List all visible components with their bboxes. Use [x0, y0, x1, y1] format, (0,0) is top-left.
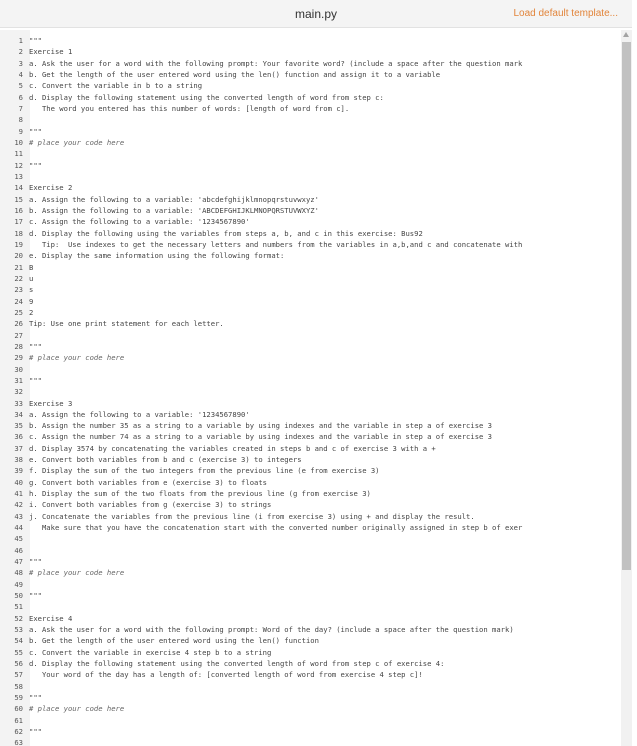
line-number: 39: [14, 466, 23, 476]
line-number: 20: [14, 251, 23, 261]
line-number: 26: [14, 319, 23, 329]
code-line: [0, 205, 616, 216]
code-line: [0, 567, 616, 578]
line-number: 18: [14, 228, 23, 238]
line-text: a. Assign the following to a variable: 'abcdefghijklmnopqrstuvwxyz': [29, 194, 319, 204]
line-number: 4: [18, 69, 23, 79]
code-line: [0, 692, 616, 703]
code-line: [0, 669, 616, 680]
line-number: 59: [14, 693, 23, 703]
line-number: 50: [14, 591, 23, 601]
line-text: Tip: Use indexes to get the necessary letters and numbers from the variables in a,b,and c and concatenate with: [29, 239, 523, 249]
line-number: 61: [14, 715, 23, 725]
line-text: """: [29, 341, 42, 351]
line-number: 12: [14, 160, 23, 170]
line-number: 24: [14, 296, 23, 306]
line-number: 17: [14, 217, 23, 227]
load-default-template-link[interactable]: Load default template...: [513, 8, 618, 19]
code-line: [0, 454, 616, 465]
code-line: [0, 262, 616, 273]
line-text: # place your code here: [29, 137, 125, 147]
line-number: 58: [14, 681, 23, 691]
line-number: 60: [14, 704, 23, 714]
code-line: [0, 613, 616, 624]
code-line: [0, 364, 616, 375]
line-number: 41: [14, 489, 23, 499]
scroll-up-arrow-icon[interactable]: [623, 32, 629, 37]
code-line: [0, 273, 616, 284]
code-line: [0, 80, 616, 91]
code-line: [0, 103, 616, 114]
code-line: [0, 216, 616, 227]
line-number: 9: [18, 126, 23, 136]
line-text: """: [29, 693, 42, 703]
code-line: [0, 533, 616, 544]
code-line: [0, 92, 616, 103]
line-number: 29: [14, 353, 23, 363]
code-line: [0, 726, 616, 737]
code-line: [0, 126, 616, 137]
line-number: 56: [14, 659, 23, 669]
line-text: c. Assign the number 74 as a string to a variable by using indexes and the variable in step a of exercise 3: [29, 432, 493, 442]
scrollbar-thumb[interactable]: [622, 42, 631, 570]
code-line: [0, 114, 616, 125]
line-text: """: [29, 591, 42, 601]
line-number: 54: [14, 636, 23, 646]
code-line: [0, 511, 616, 522]
code-editor[interactable]: [0, 30, 616, 746]
code-line: [0, 171, 616, 182]
line-text: g. Convert both variables from e (exercise 3) to floats: [29, 477, 267, 487]
line-text: The word you entered has this number of words: [length of word from c].: [29, 103, 350, 113]
line-number: 1: [18, 36, 23, 45]
code-line: [0, 341, 616, 352]
line-text: d. Display the following statement using the converted length of word from step c of exercise 4:: [29, 659, 445, 669]
code-line: [0, 352, 616, 363]
line-text: Exercise 4: [29, 613, 73, 623]
code-line: [0, 182, 616, 193]
code-line: [0, 703, 616, 714]
code-line: [0, 284, 616, 295]
code-line: [0, 296, 616, 307]
code-line: [0, 658, 616, 669]
line-text: Exercise 2: [29, 183, 73, 193]
code-line: [0, 375, 616, 386]
line-number: 28: [14, 341, 23, 351]
code-line: [0, 148, 616, 159]
line-number: 27: [14, 330, 23, 340]
line-number: 30: [14, 364, 23, 374]
code-line: [0, 420, 616, 431]
line-number: 52: [14, 613, 23, 623]
code-line: [0, 488, 616, 499]
code-line: [0, 386, 616, 397]
code-line: [0, 307, 616, 318]
line-number: 19: [14, 239, 23, 249]
line-number: 8: [18, 115, 23, 125]
line-text: 2: [29, 307, 34, 317]
code-line: [0, 545, 616, 556]
code-line: [0, 522, 616, 533]
code-line: [0, 250, 616, 261]
line-text: # place your code here: [29, 704, 125, 714]
code-lines: [0, 35, 616, 746]
line-text: c. Assign the following to a variable: '1234567890': [29, 217, 250, 227]
line-text: # place your code here: [29, 353, 125, 363]
line-number: 63: [14, 738, 23, 746]
line-number: 6: [18, 92, 23, 102]
line-text: b. Get the length of the user entered word using the len() function: [29, 636, 319, 646]
line-text: """: [29, 375, 42, 385]
line-number: 32: [14, 387, 23, 397]
line-text: u: [29, 273, 34, 283]
code-line: [0, 409, 616, 420]
line-text: h. Display the sum of the two floats from the previous line (g from exercise 3): [29, 489, 371, 499]
line-number: 23: [14, 285, 23, 295]
code-line: [0, 635, 616, 646]
line-number: 22: [14, 273, 23, 283]
line-text: """: [29, 727, 42, 737]
line-number: 2: [18, 47, 23, 57]
line-number: 13: [14, 171, 23, 181]
code-line: [0, 431, 616, 442]
line-number: 7: [18, 103, 23, 113]
line-text: d. Display 3574 by concatenating the variables created in steps b and c of exercise 3 with a +: [29, 443, 436, 453]
line-text: e. Display the same information using the following format:: [29, 251, 285, 261]
line-text: b. Assign the number 35 as a string to a variable by using indexes and the variable in step a of exercise 3: [29, 421, 493, 431]
code-line: [0, 681, 616, 692]
line-number: 47: [14, 557, 23, 567]
code-line: [0, 465, 616, 476]
code-line: [0, 35, 616, 46]
code-line: [0, 239, 616, 250]
line-text: """: [29, 160, 42, 170]
code-line: [0, 228, 616, 239]
line-text: # place your code here: [29, 568, 125, 578]
line-text: 9: [29, 296, 34, 306]
line-number: 40: [14, 477, 23, 487]
line-text: """: [29, 126, 42, 136]
line-number: 15: [14, 194, 23, 204]
code-line: [0, 318, 616, 329]
line-number: 55: [14, 647, 23, 657]
line-number: 14: [14, 183, 23, 193]
line-text: """: [29, 36, 42, 45]
code-line: [0, 579, 616, 590]
code-line: [0, 137, 616, 148]
line-text: a. Ask the user for a word with the following prompt: Your favorite word? (include a space after the question mark: [29, 58, 523, 68]
line-text: b. Get the length of the user entered word using the len() function and assign it to a variable: [29, 69, 441, 79]
code-line: [0, 443, 616, 454]
line-text: Tip: Use one print statement for each letter.: [29, 319, 224, 329]
line-text: j. Concatenate the variables from the previous line (i from exercise 3) using + and display the result.: [29, 511, 475, 521]
line-number: 49: [14, 579, 23, 589]
code-line: [0, 69, 616, 80]
line-text: Make sure that you have the concatenation start with the converted number originally assigned in step b of exer: [29, 523, 523, 533]
line-text: a. Ask the user for a word with the following prompt: Word of the day? (include a space after the question mark): [29, 625, 514, 635]
line-number: 11: [14, 149, 23, 159]
line-text: a. Assign the following to a variable: '1234567890': [29, 409, 250, 419]
editor-header: [0, 0, 632, 28]
line-number: 37: [14, 443, 23, 453]
line-text: B: [29, 262, 34, 272]
code-line: [0, 499, 616, 510]
line-text: c. Convert the variable in exercise 4 step b to a string: [29, 647, 272, 657]
line-text: c. Convert the variable in b to a string: [29, 81, 203, 91]
line-number: 57: [14, 670, 23, 680]
line-number: 42: [14, 500, 23, 510]
line-number: 35: [14, 421, 23, 431]
line-text: d. Display the following using the variables from steps a, b, and c in this exercise: Bus92: [29, 228, 423, 238]
line-number: 36: [14, 432, 23, 442]
line-text: b. Assign the following to a variable: 'ABCDEFGHIJKLMNOPQRSTUVWXYZ': [29, 205, 319, 215]
line-number: 43: [14, 511, 23, 521]
line-number: 53: [14, 625, 23, 635]
code-line: [0, 737, 616, 746]
line-number: 25: [14, 307, 23, 317]
code-line: [0, 160, 616, 171]
line-number: 45: [14, 534, 23, 544]
line-text: """: [29, 557, 42, 567]
code-line: [0, 647, 616, 658]
code-line: [0, 624, 616, 635]
code-line: [0, 46, 616, 57]
line-number: 44: [14, 523, 23, 533]
line-text: d. Display the following statement using the converted length of word from step c:: [29, 92, 384, 102]
line-text: s: [29, 285, 34, 295]
line-number: 38: [14, 455, 23, 465]
code-line: [0, 398, 616, 409]
line-number: 48: [14, 568, 23, 578]
line-text: e. Convert both variables from b and c (exercise 3) to integers: [29, 455, 302, 465]
line-text: f. Display the sum of the two integers from the previous line (e from exercise 3): [29, 466, 380, 476]
line-number: 5: [18, 81, 23, 91]
file-name: main.py: [294, 7, 338, 21]
code-line: [0, 556, 616, 567]
line-number: 31: [14, 375, 23, 385]
code-line: [0, 601, 616, 612]
line-number: 10: [14, 137, 23, 147]
line-number: 46: [14, 545, 23, 555]
code-line: [0, 590, 616, 601]
line-number: 16: [14, 205, 23, 215]
line-number: 3: [18, 58, 23, 68]
line-text: i. Convert both variables from g (exercise 3) to strings: [29, 500, 272, 510]
line-number: 33: [14, 398, 23, 408]
code-line: [0, 715, 616, 726]
line-number: 21: [14, 262, 23, 272]
code-line: [0, 58, 616, 69]
line-text: Exercise 1: [29, 47, 73, 57]
code-line: [0, 194, 616, 205]
line-number: 51: [14, 602, 23, 612]
vertical-scrollbar[interactable]: [621, 30, 632, 746]
line-number: 62: [14, 727, 23, 737]
code-line: [0, 477, 616, 488]
line-text: Your word of the day has a length of: [converted length of word from exercise 4 step c]!: [29, 670, 423, 680]
line-text: Exercise 3: [29, 398, 73, 408]
line-number: 34: [14, 409, 23, 419]
code-line: [0, 330, 616, 341]
